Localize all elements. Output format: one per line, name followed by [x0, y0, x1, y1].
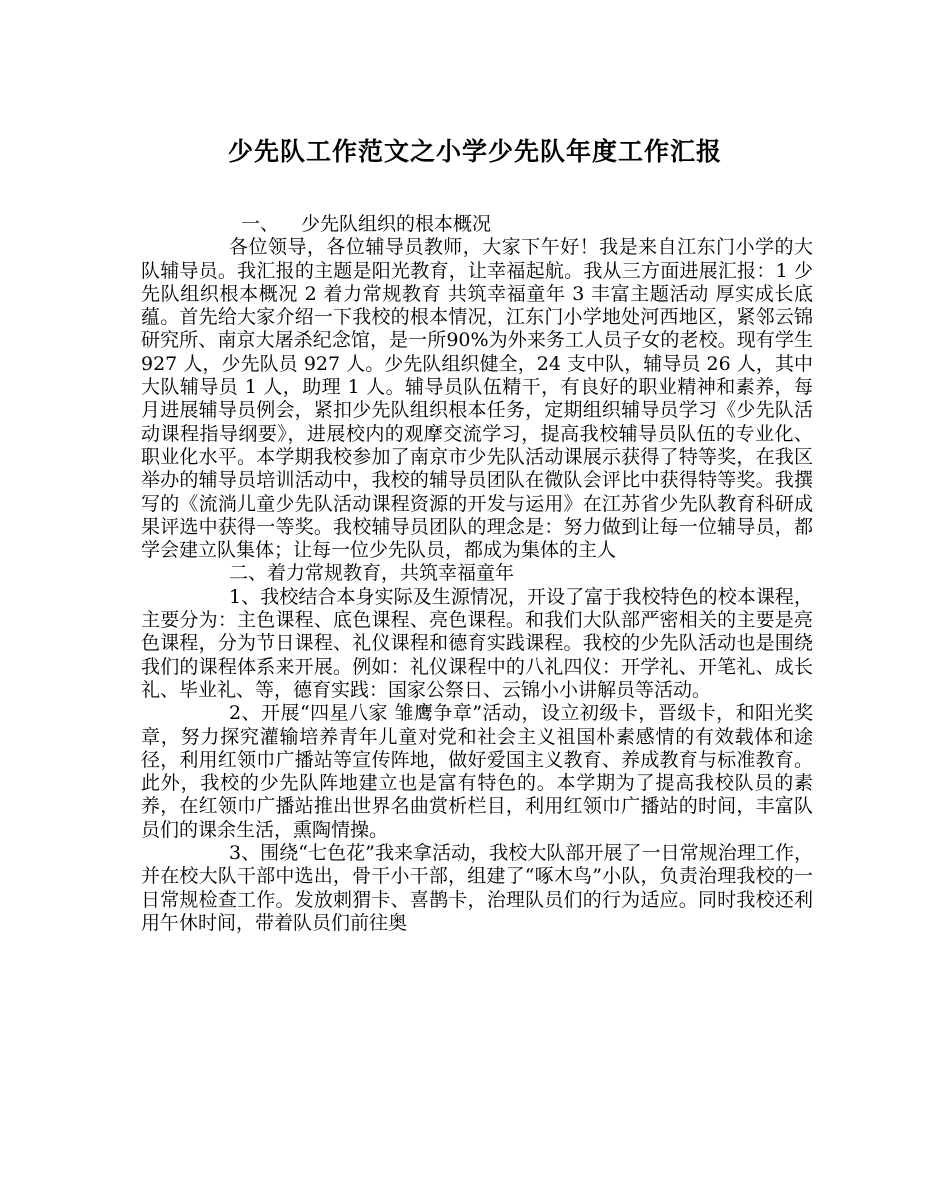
paragraph-item-1: 1、我校结合本身实际及生源情况，开设了富于我校特色的校本课程，主要分为：主色课程、底色课程、亮色课程。和我们大队部严密相关的主要是亮色课程，分为节日课程、礼仪课程和德育实践课程。我校的少先队活动也是围绕我们的课程体系来开展。例如：礼仪课程中的八礼四仪：开学礼、开笔礼、成长礼、毕业礼、等，德育实践：国家公祭日、云锦小小讲解员等活动。 — [141, 585, 813, 701]
section-heading-2: 二、着力常规教育，共筑幸福童年 — [229, 562, 515, 585]
paragraph-intro: 各位领导，各位辅导员教师，大家下午好！我是来自江东门小学的大队辅导员。我汇报的主题是阳光教育，让幸福起航。我从三方面进展汇报：1 少先队组织根本概况 2 着力常规教育 共筑幸福童年 3 丰富主题活动 厚实成长底蕴。首先给大家介绍一下我校的根本情况，江东门小学地处河西地区，紧邻云锦研究所、南京大屠杀纪念馆，是一所90%为外来务工人员子女的老校。现有学生 927 人，少先队员 927 人。少先队组织健全，24 支中队，辅导员 26 人，其中大队辅导员 1 人，助理 1 人。辅导员队伍精干，有良好的职业精神和素养，每月进展辅导员例会，紧扣少先队组织根本任务，定期组织辅导员学习《少先队活动课程指导纲要》，进展校内的观摩交流学习，提高我校辅导员队伍的专业化、职业化水平。本学期我校参加了南京市少先队活动课展示获得了特等奖，在我区举办的辅导员培训活动中，我校的辅导员团队在微队会评比中获得特等奖。我撰写的《流淌儿童少先队活动课程资源的开发与运用》在江苏省少先队教育科研成果评选中获得一等奖。我校辅导员团队的理念是：努力做到让每一位辅导员，都学会建立队集体；让每一位少先队员，都成为集体的主人 — [141, 236, 813, 562]
document-body — [141, 213, 813, 935]
paragraph-item-3: 3、围绕“七色花”我来拿活动，我校大队部开展了一日常规治理工作，并在校大队干部中选出，骨干小干部，组建了“啄木鸟”小队，负责治理我校的一日常规检查工作。发放刺猬卡、喜鹊卡，治理队员们的行为适应。同时我校还利用午休时间，带着队员们前往奥 — [141, 842, 813, 934]
paragraph-item-2: 2、开展“四星八家 雏鹰争章”活动，设立初级卡，晋级卡，和阳光奖章，努力探究灌输培养青年儿童对党和社会主义祖国朴素感情的有效载体和途径，利用红领巾广播站等宣传阵地，做好爱国主义教育、养成教育与标准教育。此外，我校的少先队阵地建立也是富有特色的。本学期为了提高我校队员的素养，在红领巾广播站推出世界名曲赏析栏目，利用红领巾广播站的时间，丰富队员们的课余生活，熏陶情操。 — [141, 702, 813, 841]
section-heading-text: 少先队组织的根本概况 — [301, 213, 492, 235]
section-heading-1 — [141, 213, 813, 236]
document-title: 少先队工作范文之小学少先队年度工作汇报 — [227, 137, 722, 166]
section-number: 一、 — [241, 213, 280, 235]
